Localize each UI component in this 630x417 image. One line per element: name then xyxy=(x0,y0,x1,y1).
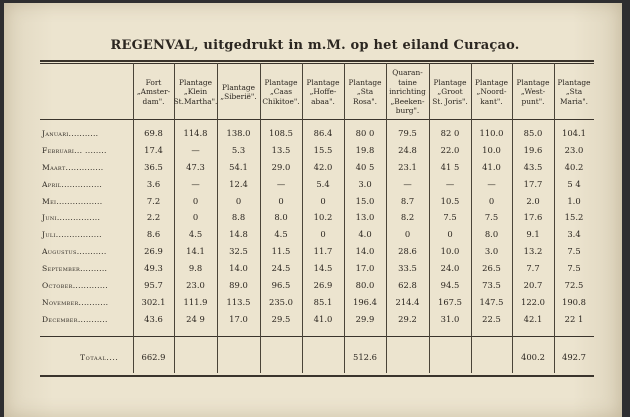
month-name: Maart xyxy=(42,163,66,172)
rainfall-value: 17.7 xyxy=(523,179,543,189)
rainfall-value: — xyxy=(403,179,412,189)
rainfall-value: 14.5 xyxy=(313,263,333,273)
month-name: Augustus xyxy=(42,247,77,256)
rainfall-value: 85.1 xyxy=(313,297,333,307)
rainfall-value: 13.2 xyxy=(523,246,543,256)
rainfall-value: 0 xyxy=(192,196,199,206)
rainfall-value: 41.0 xyxy=(482,162,501,172)
rainfall-value: 33.5 xyxy=(398,263,417,273)
rainfall-value: 10.0 xyxy=(482,145,501,155)
rainfall-value: — xyxy=(276,179,286,189)
rainfall-value: 11.7 xyxy=(313,246,333,256)
rainfall-value: 29.5 xyxy=(271,314,291,324)
month-name: September xyxy=(42,264,81,273)
rainfall-value: 7.2 xyxy=(146,196,161,206)
rainfall-value: 0 xyxy=(320,196,326,206)
rainfall-value: 13.0 xyxy=(355,212,375,222)
rainfall-value: 3.4 xyxy=(567,229,581,239)
rainfall-value: 0 xyxy=(404,229,411,239)
rainfall-value: 0 xyxy=(192,212,199,222)
leader-dots: ........... xyxy=(77,315,108,324)
rainfall-value: 26.9 xyxy=(144,246,163,256)
rainfall-value: 214.4 xyxy=(395,297,420,307)
station-header: Plantage „West- punt". xyxy=(516,77,550,106)
month-label xyxy=(42,315,108,324)
month-label xyxy=(42,281,108,290)
month-name: April xyxy=(42,180,62,189)
rainfall-value: 26.9 xyxy=(313,280,333,290)
month-label xyxy=(42,247,107,256)
station-header: Plantage „Groot St. Joris". xyxy=(432,77,468,106)
rainfall-value: 235.0 xyxy=(269,297,293,307)
rainfall-value: 138.0 xyxy=(226,128,251,138)
rainfall-value: 8.8 xyxy=(231,212,246,222)
station-header: Plantage „Sta Rosa". xyxy=(348,77,382,106)
rainfall-value: 122.0 xyxy=(521,297,545,307)
rainfall-value: 7.5 xyxy=(567,246,581,256)
rainfall-value: 10.5 xyxy=(440,196,460,206)
rainfall-value: 19.8 xyxy=(355,145,375,155)
rainfall-value: 9.8 xyxy=(188,263,203,273)
rainfall-value: 190.8 xyxy=(562,297,586,307)
rainfall-value: 10.2 xyxy=(313,212,333,222)
station-header: Plantage „Klein St.Martha". xyxy=(173,77,218,106)
month-label xyxy=(42,180,102,189)
rainfall-value: 42.0 xyxy=(313,162,333,172)
rainfall-value: 23.0 xyxy=(186,280,205,290)
header-bottom-rule xyxy=(40,119,594,120)
rainfall-value: 104.1 xyxy=(562,128,586,138)
total-value: 512.6 xyxy=(353,352,377,362)
rainfall-value: 31.0 xyxy=(440,314,460,324)
rainfall-value: 8.2 xyxy=(400,212,415,222)
rainfall-value: 7.5 xyxy=(567,263,581,273)
rainfall-value: 0 xyxy=(320,229,326,239)
rainfall-value: 19.6 xyxy=(523,145,543,155)
rainfall-value: 5.4 xyxy=(316,179,330,189)
station-header: Plantage „Hoffe- abaa". xyxy=(306,77,340,106)
total-value: 662.9 xyxy=(141,352,166,362)
rainfall-value: 86.4 xyxy=(313,128,333,138)
rainfall-value: 23.0 xyxy=(564,145,584,155)
rainfall-value: 3.0 xyxy=(484,246,499,256)
leader-dots: ............... xyxy=(61,180,103,189)
rainfall-value: 2.0 xyxy=(526,196,540,206)
station-header: Plantage „Siberië". xyxy=(220,82,257,101)
rainfall-value: 147.5 xyxy=(479,297,504,307)
rainfall-value: 42.1 xyxy=(523,314,543,324)
leader-dots: ........... xyxy=(78,298,109,307)
month-name: Juli xyxy=(42,230,56,239)
rainfall-value: 4.5 xyxy=(274,229,288,239)
rainfall-value: 79.5 xyxy=(398,128,417,138)
rainfall-value: 14.8 xyxy=(229,229,248,239)
rainfall-value: 8.0 xyxy=(274,212,288,222)
rainfall-value: 43.6 xyxy=(144,314,163,324)
rainfall-value: 29.9 xyxy=(355,314,375,324)
rainfall-value: 8.7 xyxy=(400,196,415,206)
rainfall-value: 22.0 xyxy=(440,145,460,155)
rainfall-value: 40.2 xyxy=(564,162,584,172)
rainfall-value: 17.0 xyxy=(229,314,248,324)
rainfall-value: 24.5 xyxy=(271,263,291,273)
rainfall-value: 62.8 xyxy=(398,280,417,290)
rainfall-value: 9.1 xyxy=(526,229,540,239)
rainfall-value: 11.5 xyxy=(271,246,291,256)
leader-dots: ... ........ xyxy=(74,146,107,155)
rainfall-value: 302.1 xyxy=(141,297,166,307)
total-value: 492.7 xyxy=(562,352,586,362)
leader-dots: ............. xyxy=(72,281,108,290)
rainfall-value: 28.6 xyxy=(398,246,417,256)
rainfall-value: 4.0 xyxy=(358,229,372,239)
rainfall-value: 113.5 xyxy=(226,297,251,307)
rainfall-value: 8.0 xyxy=(484,229,499,239)
rainfall-value: 72.5 xyxy=(564,280,584,290)
rainfall-value: 80.0 xyxy=(355,280,375,290)
leader-dots: ........... xyxy=(68,129,99,138)
rainfall-value: 40 5 xyxy=(355,162,375,172)
month-label xyxy=(42,163,104,172)
rainfall-value: 110.0 xyxy=(479,128,504,138)
rainfall-value: 4.5 xyxy=(188,229,203,239)
rainfall-value: 17.4 xyxy=(144,145,163,155)
rainfall-value: 26.5 xyxy=(482,263,501,273)
month-label xyxy=(42,129,98,138)
rainfall-value: 73.5 xyxy=(482,280,501,290)
leader-dots: .......... xyxy=(80,264,108,273)
rainfall-value: — xyxy=(445,179,455,189)
table-title: REGENVAL, uitgedrukt in m.M. op het eiland Curaçao. xyxy=(110,38,520,53)
rainfall-value: 17.0 xyxy=(355,263,375,273)
rainfall-value: 3.0 xyxy=(358,179,372,189)
rainfall-value: 108.5 xyxy=(269,128,293,138)
station-header: Plantage „Caas Chikitoe". xyxy=(262,77,300,106)
page-edge-shadow xyxy=(622,0,630,417)
rainfall-value: 167.5 xyxy=(438,297,462,307)
rainfall-value: 49.3 xyxy=(144,263,163,273)
rainfall-value: 10.0 xyxy=(440,246,460,256)
total-value: 400.2 xyxy=(521,352,545,362)
month-name: October xyxy=(42,281,73,290)
rainfall-value: 24.0 xyxy=(440,263,460,273)
total-label: Totaal.... xyxy=(80,353,119,362)
rainfall-value: 7.7 xyxy=(526,263,540,273)
month-name: Mei xyxy=(42,197,57,206)
rainfall-value: 54.1 xyxy=(229,162,248,172)
rainfall-value: 15.5 xyxy=(313,145,333,155)
month-label xyxy=(42,230,102,239)
month-label xyxy=(42,298,108,307)
rainfall-value: 15.0 xyxy=(355,196,375,206)
rainfall-value: 0 xyxy=(488,196,495,206)
rainfall-value: 41.0 xyxy=(313,314,333,324)
rainfall-value: 85.0 xyxy=(523,128,543,138)
rainfall-value: 196.4 xyxy=(353,297,377,307)
rainfall-value: 96.5 xyxy=(271,280,291,290)
rainfall-value: 8.6 xyxy=(146,229,161,239)
rainfall-value: 89.0 xyxy=(229,280,248,290)
month-name: December xyxy=(42,315,78,324)
leader-dots: ................. xyxy=(55,230,102,239)
rainfall-value: 14.1 xyxy=(186,246,205,256)
station-header: Fort „Amster- dam". xyxy=(136,77,171,106)
rainfall-value: 94.5 xyxy=(440,280,460,290)
month-label xyxy=(42,197,102,206)
station-header: Plantage „Sta Maria". xyxy=(557,77,591,106)
rainfall-value: 82 0 xyxy=(440,128,460,138)
total-separator-rule xyxy=(40,336,594,337)
rainfall-value: 22.5 xyxy=(482,314,501,324)
rainfall-value: 32.5 xyxy=(229,246,248,256)
rainfall-value: 15.2 xyxy=(564,212,584,222)
month-label xyxy=(42,146,107,155)
rainfall-value: 0 xyxy=(278,196,284,206)
station-header: Plantage „Noord- kant". xyxy=(475,77,508,106)
rainfall-value: 41 5 xyxy=(440,162,460,172)
leader-dots: ................ xyxy=(56,213,101,222)
rainfall-value: 7.5 xyxy=(443,212,457,222)
leader-dots: .............. xyxy=(65,163,104,172)
rainfall-value: 17.6 xyxy=(523,212,543,222)
rainfall-value: 29.2 xyxy=(398,314,417,324)
rainfall-value: 24 9 xyxy=(186,314,205,324)
rainfall-value: 14.0 xyxy=(229,263,248,273)
rainfall-value: 3.6 xyxy=(146,179,161,189)
month-name: November xyxy=(42,298,79,307)
rainfall-value: 23.1 xyxy=(398,162,417,172)
rainfall-value: 43.5 xyxy=(523,162,543,172)
rainfall-value: 20.7 xyxy=(523,280,543,290)
rainfall-value: 22 1 xyxy=(564,314,584,324)
month-label xyxy=(42,213,100,222)
rainfall-value: 13.5 xyxy=(271,145,291,155)
station-header: Quaran- taine inrichting „Beeken- burg". xyxy=(389,68,426,116)
rainfall-value: 114.8 xyxy=(183,128,208,138)
rainfall-value: 111.9 xyxy=(183,297,208,307)
rainfall-value: 80 0 xyxy=(355,128,375,138)
leader-dots: ................. xyxy=(56,197,103,206)
rainfall-value: — xyxy=(191,145,200,155)
rainfall-value: 14.0 xyxy=(355,246,375,256)
month-name: Juni xyxy=(42,213,57,222)
leader-dots: ........... xyxy=(76,247,107,256)
rainfall-value: 5.3 xyxy=(231,145,246,155)
rainfall-value: 29.0 xyxy=(271,162,291,172)
header-double-rule xyxy=(40,63,594,64)
rainfall-value: 24.8 xyxy=(398,145,417,155)
rainfall-value: 12.4 xyxy=(229,179,248,189)
rainfall-value: 7.5 xyxy=(484,212,499,222)
rainfall-value: 95.7 xyxy=(144,280,163,290)
rainfall-value: 69.8 xyxy=(144,128,163,138)
rainfall-value: 36.5 xyxy=(144,162,163,172)
rainfall-value: 5 4 xyxy=(567,179,581,189)
month-name: Februari xyxy=(42,146,75,155)
rainfall-value: 0 xyxy=(235,196,242,206)
month-label xyxy=(42,264,107,273)
rainfall-value: 0 xyxy=(447,229,453,239)
rainfall-value: 1.0 xyxy=(567,196,581,206)
month-name: Januari xyxy=(42,129,69,138)
rainfall-value: — xyxy=(487,179,496,189)
rainfall-value: 47.3 xyxy=(186,162,205,172)
rainfall-value: — xyxy=(191,179,200,189)
rainfall-value: 2.2 xyxy=(146,212,161,222)
